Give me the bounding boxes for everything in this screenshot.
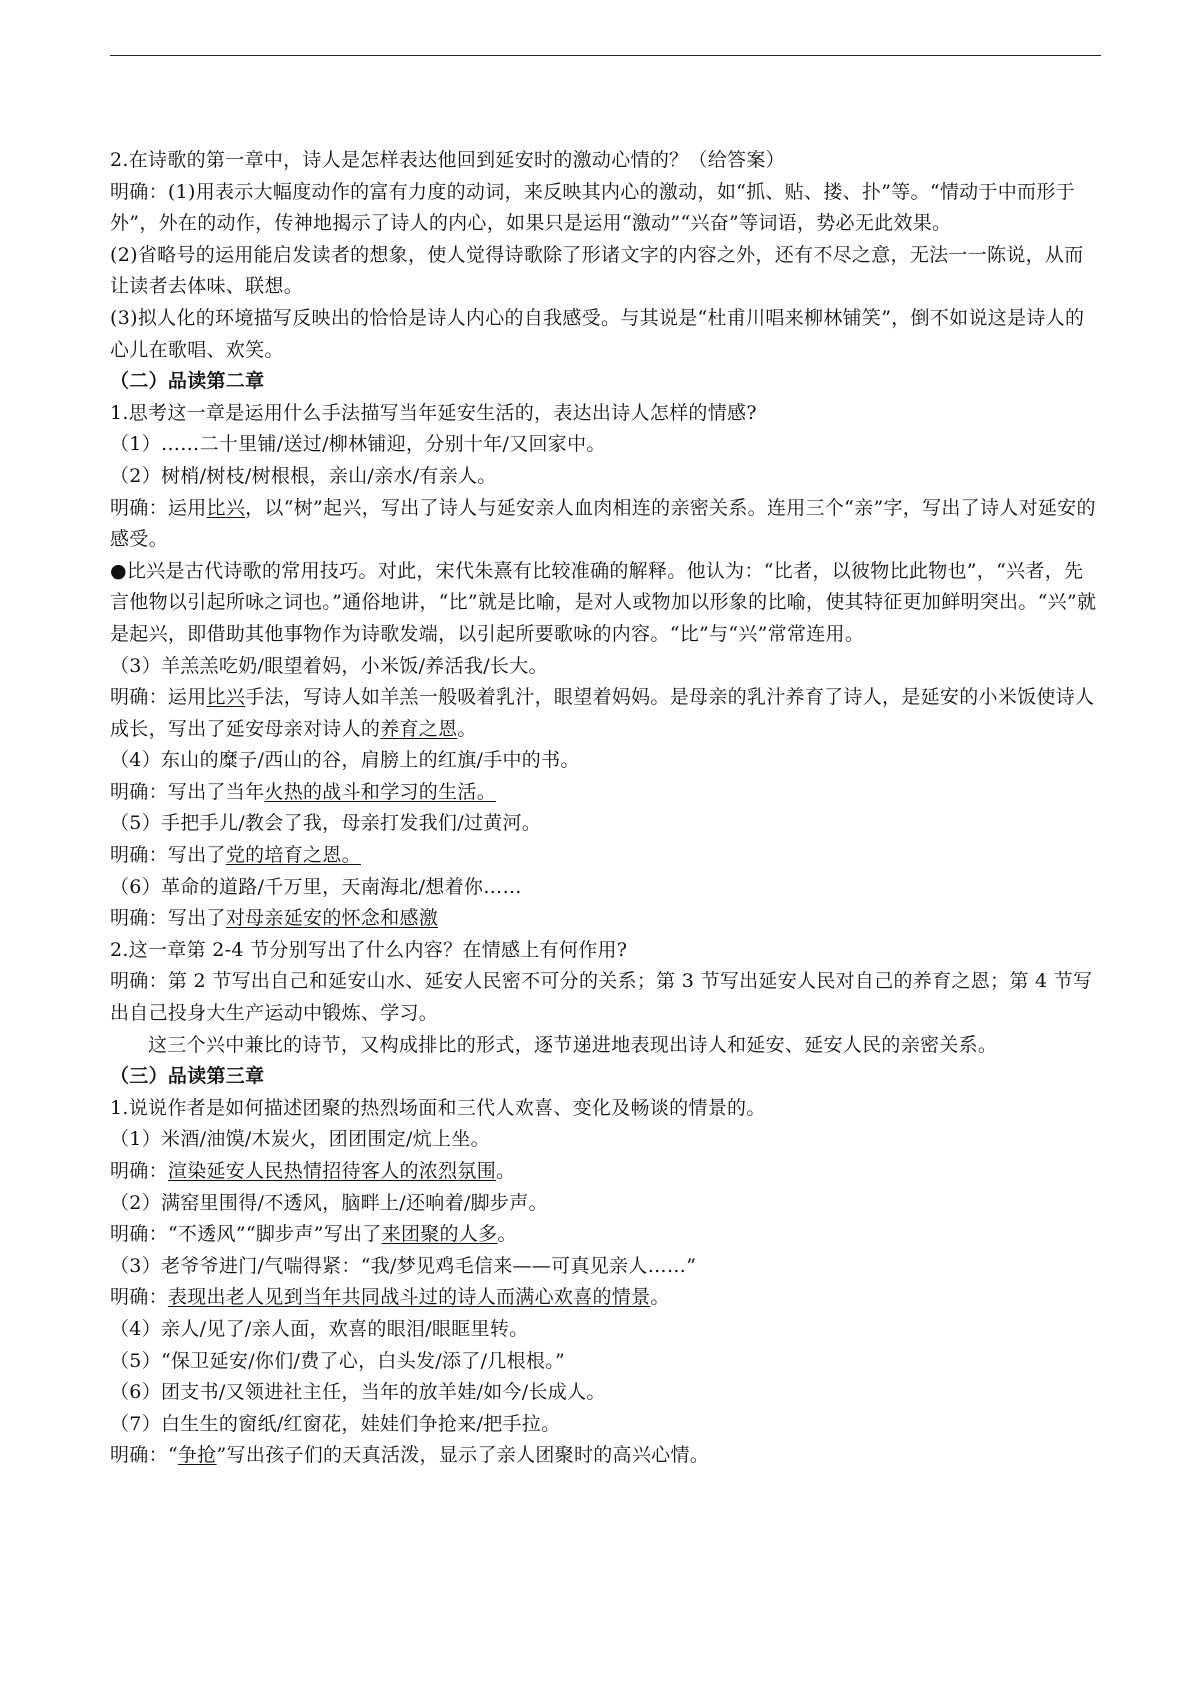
text-run: 明确：写出了 — [110, 844, 226, 867]
text-run: 明确： — [110, 1160, 168, 1182]
text-run: （3）老爷爷进门/气喘得紧：“我/梦见鸡毛信来——可真见亲人……” — [110, 1254, 697, 1277]
text-run: 2.在诗歌的第一章中，诗人是怎样表达他回到延安时的激动心情的？（给答案） — [110, 149, 785, 171]
text-run: 明确： — [110, 1286, 168, 1309]
underlined-answer: 党的培育之恩。 — [225, 844, 361, 867]
paragraph — [110, 903, 1102, 935]
underlined-answer: 对母亲延安的怀念和感激 — [225, 907, 439, 930]
text-run: （4）东山的糜子/西山的谷，肩膀上的红旗/手中的书。 — [110, 749, 580, 772]
text-run: （二）品读第二章 — [110, 370, 265, 393]
text-run: ●比兴是古代诗歌的常用技巧。对此，宋代朱熹有比较准确的解释。他认为：“比者，以彼物比此物也”，“兴者，先言他物以引起所咏之词也。”通俗地讲，“比”就是比喻，是对人或物加以形象的比喻，使其特征更加鲜明突出。“兴”就是起兴，即借助其他事物作为诗歌发端，以引起所要歌咏的内容。“比”与“兴”常常连用。 — [110, 559, 1097, 645]
paragraph — [110, 840, 1102, 872]
paragraph — [110, 1377, 1102, 1409]
paragraph — [110, 1219, 1102, 1251]
text-run: （2）树梢/树枝/树根根，亲山/亲水/有亲人。 — [110, 464, 497, 487]
paragraph — [110, 777, 1102, 809]
paragraph — [110, 1124, 1102, 1156]
paragraph — [110, 682, 1102, 745]
text-run: 。 — [650, 1286, 670, 1309]
section-heading — [110, 366, 1102, 398]
text-run: （2）满窑里围得/不透风，脑畔上/还响着/脚步声。 — [110, 1191, 548, 1214]
text-run: 明确：写出了 — [110, 907, 226, 930]
text-run: 。 — [457, 717, 477, 740]
text-run: （7）白生生的窗纸/红窗花，娃娃们争抢来/把手拉。 — [110, 1412, 561, 1435]
text-run: （6）革命的道路/千万里，天南海北/想着你…… — [110, 875, 522, 898]
paragraph — [110, 177, 1102, 240]
underlined-answer: 火热的战斗和学习的生活。 — [264, 780, 497, 803]
paragraph — [110, 429, 1102, 461]
paragraph — [110, 493, 1102, 556]
paragraph — [110, 651, 1102, 683]
underlined-answer: 渲染延安人民热情招待客人的浓烈氛围 — [167, 1160, 497, 1182]
paragraph — [110, 1030, 1102, 1062]
text-run: 2.这一章第 2-4 节分别写出了什么内容？在情感上有何作用? — [110, 938, 628, 961]
paragraph — [110, 1156, 1102, 1188]
text-run: （5）手把手儿/教会了我，母亲打发我们/过黄河。 — [110, 812, 542, 835]
text-run: （4）亲人/见了/亲人面，欢喜的眼泪/眼眶里转。 — [110, 1317, 529, 1340]
paragraph — [110, 966, 1102, 1029]
paragraph — [110, 556, 1102, 651]
text-run: （三）品读第三章 — [110, 1065, 265, 1088]
paragraph — [110, 145, 1102, 177]
text-run: 明确：运用 — [110, 496, 207, 519]
paragraph — [110, 1409, 1102, 1441]
text-run: ”写出孩子们的天真活泼，显示了亲人团聚时的高兴心情。 — [216, 1444, 710, 1467]
text-run: 明确：运用 — [110, 686, 207, 709]
section-heading — [110, 1061, 1102, 1093]
text-run: （6）团支书/又领进社主任，当年的放羊娃/如今/长成人。 — [110, 1381, 606, 1404]
paragraph — [110, 872, 1102, 904]
text-run: 1.思考这一章是运用什么手法描写当年延安生活的，表达出诗人怎样的情感? — [110, 401, 757, 424]
text-run: ，以“树”起兴，写出了诗人与延安亲人血肉相连的亲密关系。连用三个“亲”字，写出了诗人对延安的感受。 — [110, 496, 1096, 551]
text-run: (3)拟人化的环境描写反映出的恰恰是诗人内心的自我感受。与其说是“杜甫川唱来柳林铺笑”，倒不如说这是诗人的心儿在歌唱、欢笑。 — [110, 306, 1085, 361]
text-run: 明确：“不透风”“脚步声”写出了 — [110, 1223, 382, 1246]
paragraph — [110, 240, 1102, 303]
text-run: 这三个兴中兼比的诗节，又构成排比的形式，逐节递进地表现出诗人和延安、延安人民的亲密关系。 — [148, 1033, 998, 1056]
paragraph — [110, 1251, 1102, 1283]
paragraph — [110, 808, 1102, 840]
text-run: 手法，写诗人如羊羔一般吸着乳汁，眼望着妈妈。是母亲的乳汁养育了诗人，是延安的小米饭使诗人成长，写出了延安母亲对诗人的 — [110, 686, 1095, 740]
text-run: 明确：“ — [110, 1444, 178, 1467]
text-run: 明确：第 2 节写出自己和延安山水、延安人民密不可分的关系；第 3 节写出延安人民对自己的养育之恩；第 4 节写出自己投身大生产运动中锻炼、学习。 — [110, 970, 1093, 1025]
paragraph — [110, 1440, 1102, 1472]
paragraph — [110, 303, 1102, 366]
text-run: 。 — [496, 1160, 516, 1182]
text-run: （3）羊羔羔吃奶/眼望着妈，小米饭/养活我/长大。 — [110, 654, 548, 677]
underlined-answer: 比兴 — [206, 496, 246, 519]
underlined-answer: 养育之恩 — [380, 717, 458, 740]
paragraph — [110, 398, 1102, 430]
text-run: （5）“保卫延安/你们/费了心，白头发/添了/几根根。” — [110, 1349, 566, 1372]
text-run: 明确：写出了当年 — [110, 780, 265, 803]
paragraph — [110, 1188, 1102, 1220]
text-run: 。 — [497, 1223, 517, 1246]
paragraph — [110, 935, 1102, 967]
text-run: 1.说说作者是如何描述团聚的热烈场面和三代人欢喜、变化及畅谈的情景的。 — [110, 1096, 766, 1119]
paragraph — [110, 1093, 1102, 1125]
paragraph — [110, 1346, 1102, 1378]
paragraph — [110, 1282, 1102, 1314]
underlined-answer: 比兴 — [206, 686, 246, 709]
header-rule — [110, 55, 1101, 56]
underlined-answer: 来团聚的人多 — [381, 1223, 498, 1246]
text-run: （1）……二十里铺/送过/柳林铺迎，分别十年/又回家中。 — [110, 433, 606, 456]
paragraph — [110, 745, 1102, 777]
document-body — [110, 145, 1102, 1472]
text-run: （1）米酒/油馍/木炭火，团团围定/炕上坐。 — [110, 1128, 490, 1151]
underlined-answer: 表现出老人见到当年共同战斗过的诗人而满心欢喜的情景 — [167, 1286, 651, 1309]
underlined-answer: 争抢 — [177, 1444, 217, 1467]
text-run: (2)省略号的运用能启发读者的想象，使人觉得诗歌除了形诸文字的内容之外，还有不尽之意，无法一一陈说，从而让读者去体味、联想。 — [110, 243, 1084, 298]
paragraph — [110, 461, 1102, 493]
paragraph — [110, 1314, 1102, 1346]
text-run: 明确：(1)用表示大幅度动作的富有力度的动词，来反映其内心的激动，如“抓、贴、搂、扑”等。“情动于中而形于外”，外在的动作，传神地揭示了诗人的内心，如果只是运用“激动”“兴奋”等词语，势必无此效果。 — [110, 180, 1075, 235]
